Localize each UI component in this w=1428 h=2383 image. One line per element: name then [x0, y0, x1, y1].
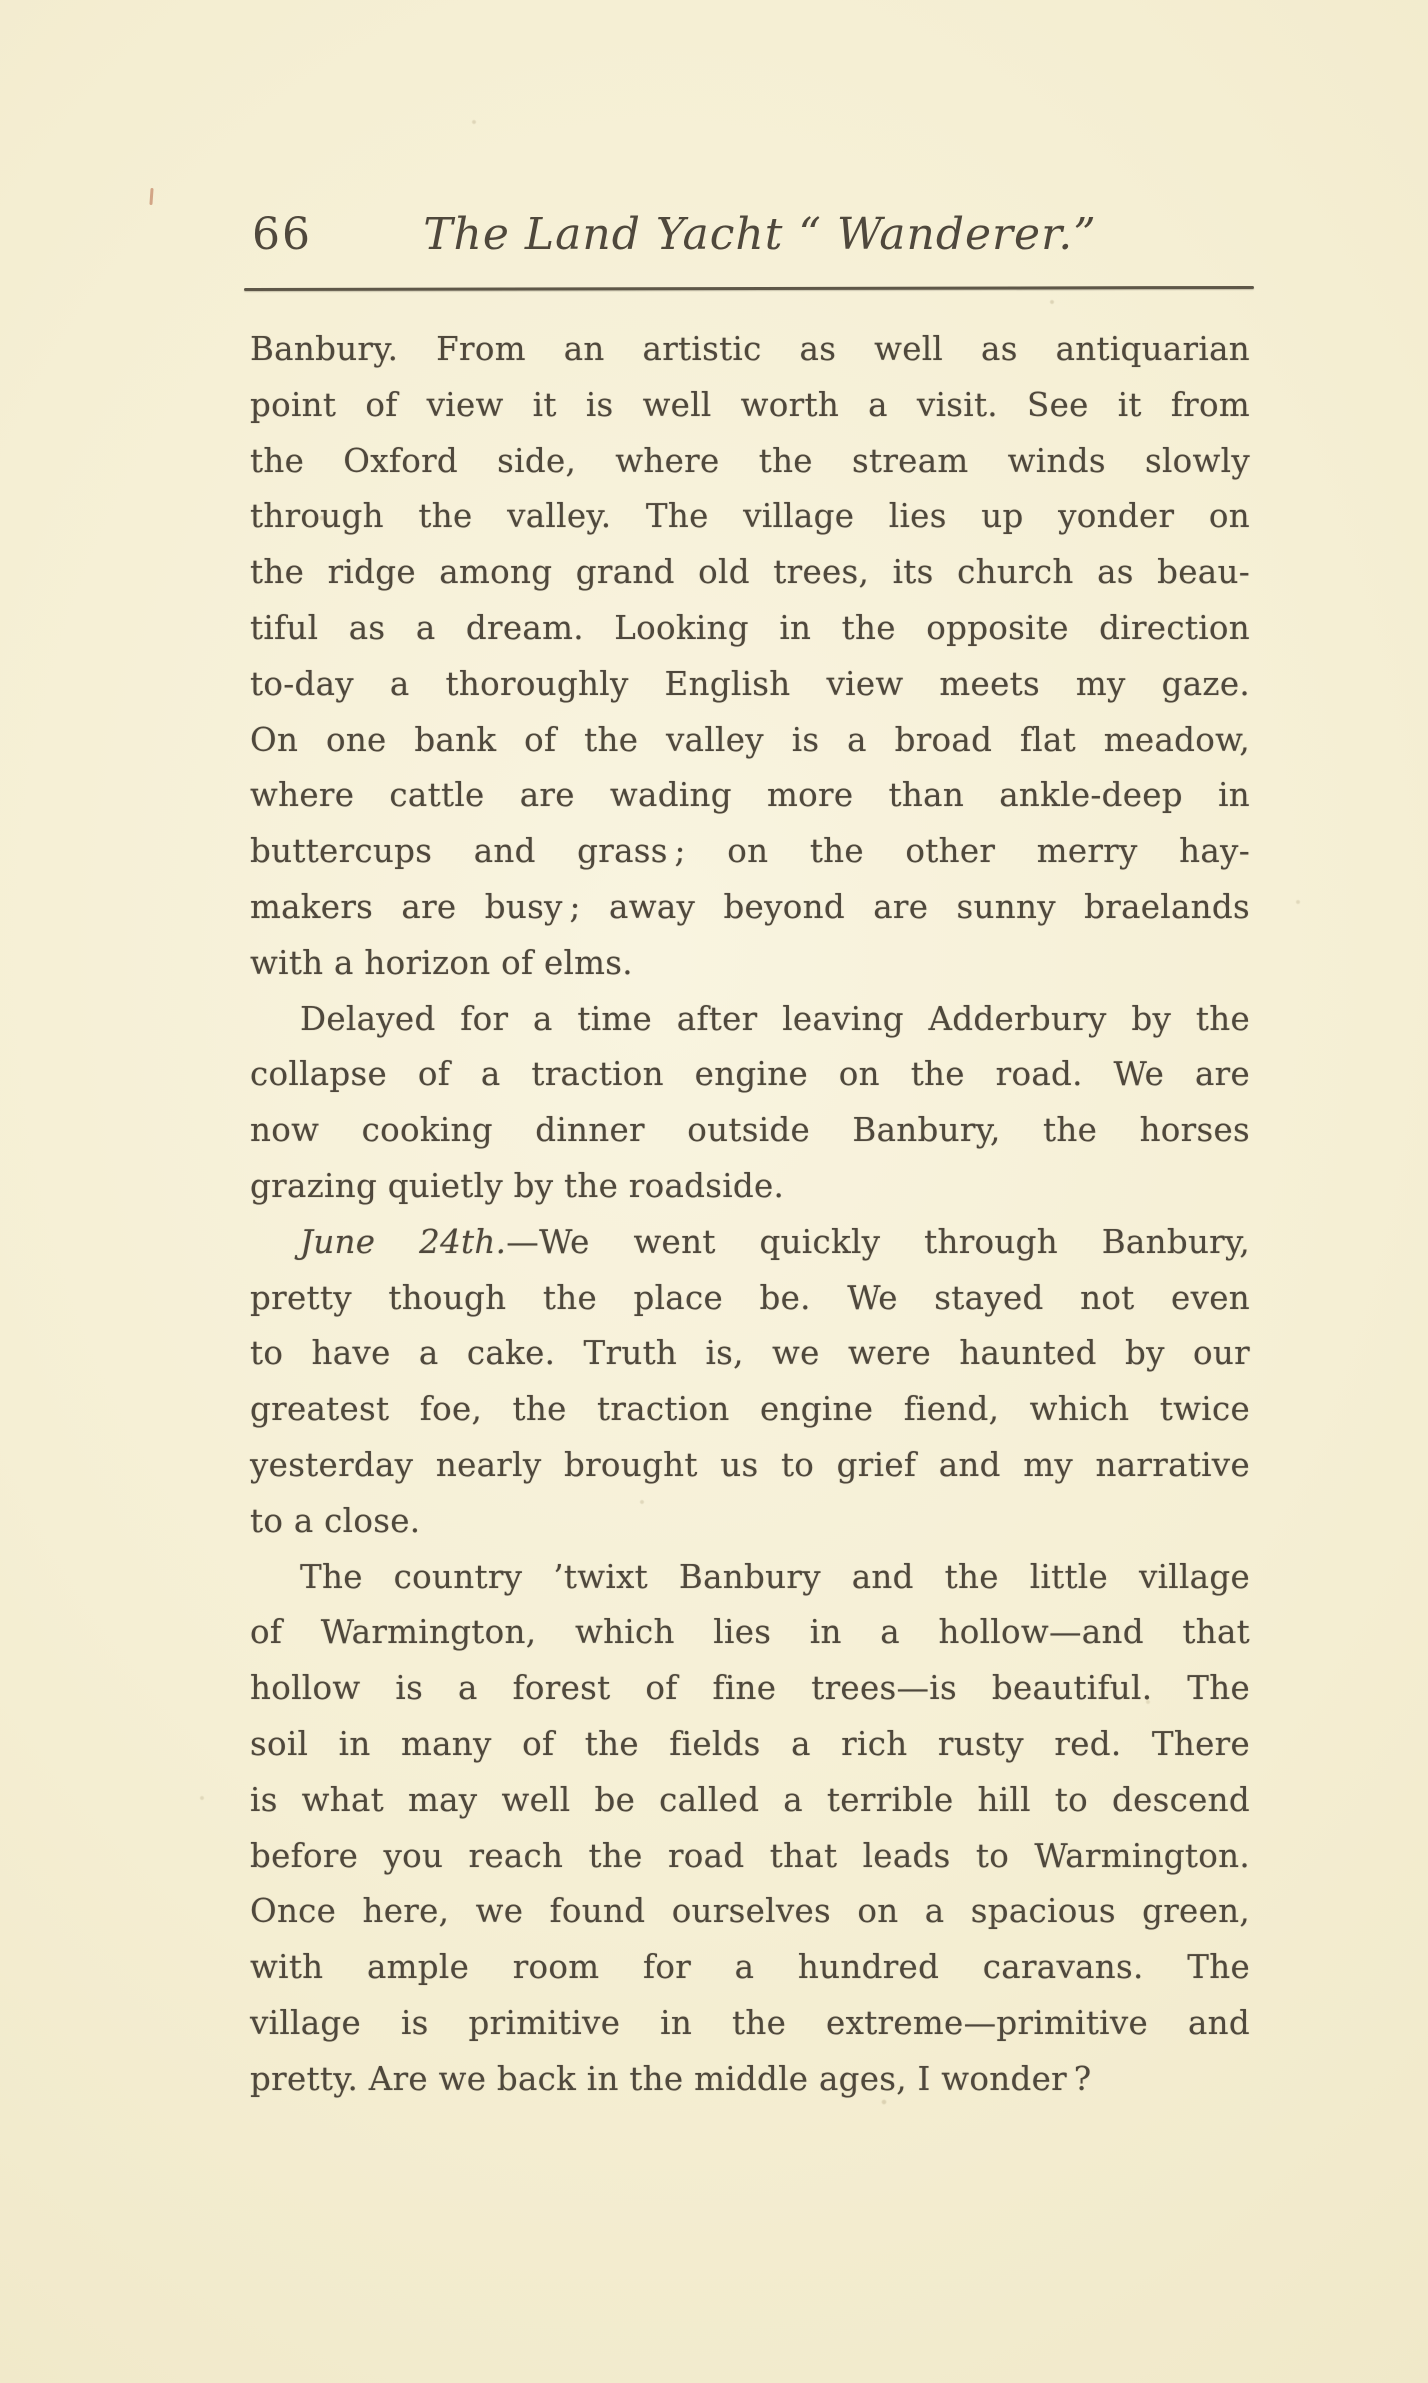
text-line: to-day a thoroughly English view meets my gaze.	[250, 664, 1250, 703]
text-line: tiful as a dream. Looking in the opposite direction	[250, 608, 1250, 647]
text-line: with ample room for a hundred caravans. The	[250, 1948, 1250, 1987]
running-title: The Land Yacht “ Wanderer.”	[423, 209, 1097, 260]
paragraph	[250, 1215, 1250, 1550]
page-number: 66	[252, 209, 312, 260]
text-line: is what may well be called a terrible hill to descend	[250, 1780, 1250, 1819]
italic-text: June 24th.	[300, 1222, 507, 1261]
text-segment: —We went quickly through Banbury,	[506, 1222, 1250, 1261]
text-line: where cattle are wading more than ankle-deep in	[250, 776, 1250, 815]
page-header	[250, 206, 1250, 270]
text-line: Banbury. From an artistic as well as antiquarian	[250, 330, 1250, 368]
text-line: hollow is a forest of fine trees—is beautiful. The	[250, 1669, 1250, 1708]
text-line: buttercups and grass ; on the other merry hay-	[250, 832, 1250, 871]
paper-fiber-mark	[149, 188, 153, 205]
text-line: now cooking dinner outside Banbury, the horses	[250, 1111, 1250, 1150]
text-line: before you reach the road that leads to Warmington.	[250, 1836, 1250, 1875]
text-line: to have a cake. Truth is, we were haunted by our	[250, 1334, 1250, 1373]
text-line: collapse of a traction engine on the road. We are	[250, 1055, 1250, 1094]
text-line: pretty though the place be. We stayed not even	[250, 1278, 1250, 1317]
text-line: to a close.	[250, 1501, 421, 1540]
text-line: of Warmington, which lies in a hollow—and that	[250, 1613, 1250, 1652]
text-line	[250, 1215, 1250, 1271]
page-body	[250, 322, 1250, 2108]
text-line: makers are busy ; away beyond are sunny braelands	[250, 887, 1250, 926]
paragraph	[250, 1550, 1250, 2108]
text-line: village is primitive in the extreme—primitive and	[250, 2003, 1250, 2042]
text-line: The country ’twixt Banbury and the little village	[300, 1557, 1250, 1596]
text-line: with a horizon of elms.	[250, 943, 633, 982]
header-rule	[244, 286, 1254, 291]
text-line: through the valley. The village lies up yonder on	[250, 497, 1250, 536]
text-line: pretty. Are we back in the middle ages, I wonder ?	[250, 2059, 1092, 2098]
paragraph	[250, 322, 1250, 992]
text-line: greatest foe, the traction engine fiend, which twice	[250, 1390, 1250, 1429]
text-line: soil in many of the fields a rich rusty red. There	[250, 1724, 1250, 1763]
text-line: On one bank of the valley is a broad flat meadow,	[250, 720, 1250, 759]
text-line: the Oxford side, where the stream winds slowly	[250, 441, 1250, 480]
text-line: point of view it is well worth a visit. See it from	[250, 385, 1250, 424]
text-line: the ridge among grand old trees, its church as beau-	[250, 553, 1250, 592]
paragraph	[250, 992, 1250, 1215]
text-line: Delayed for a time after leaving Adderbury by the	[300, 999, 1250, 1038]
text-line: Once here, we found ourselves on a spacious green,	[250, 1892, 1250, 1931]
text-line: yesterday nearly brought us to grief and my narrative	[250, 1445, 1250, 1484]
text-line: grazing quietly by the roadside.	[250, 1166, 785, 1205]
